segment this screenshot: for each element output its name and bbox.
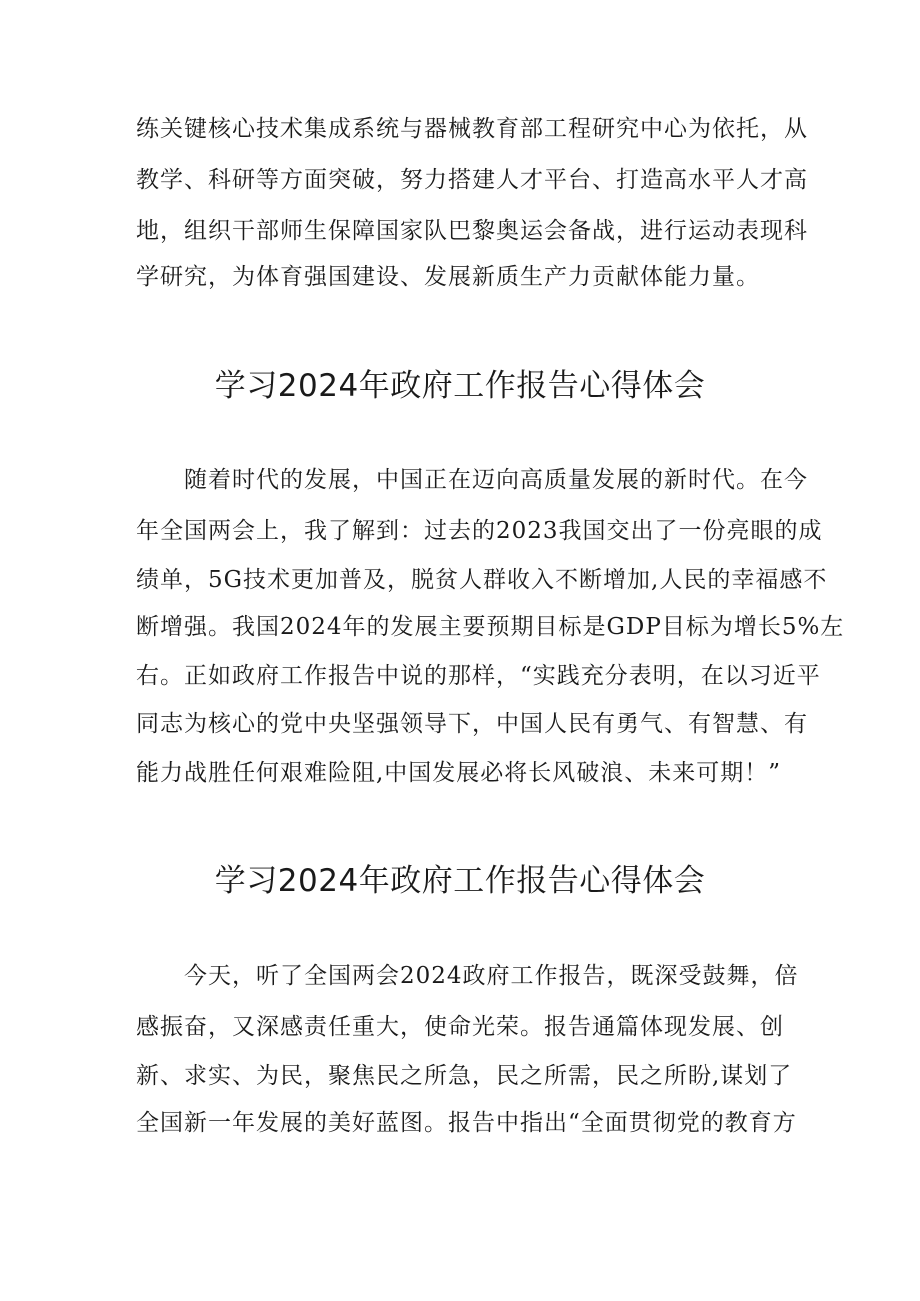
- article-title: 学习2024年政府工作报告心得体会: [214, 368, 706, 404]
- text-line: 新、求实、为民，聚焦民之所急，民之所需，民之所盼,谋划了: [136, 1063, 793, 1089]
- text-line: 年全国两会上，我了解到：过去的2023我国交出了一份亮眼的成: [136, 518, 823, 544]
- text-line: 学研究，为体育强国建设、发展新质生产力贡献体能力量。: [136, 264, 760, 290]
- text-line: 今天，听了全国两会2024政府工作报告，既深受鼓舞，倍: [184, 963, 799, 989]
- text-line: 绩单，5G技术更加普及，脱贫人群收入不断增加,人民的幸福感不: [136, 567, 828, 593]
- text-line: 能力战胜任何艰难险阻,中国发展必将长风破浪、未来可期！”: [136, 760, 782, 786]
- article-title: 学习2024年政府工作报告心得体会: [214, 863, 706, 899]
- text-line: 断增强。我国2024年的发展主要预期目标是GDP目标为增长5%左: [136, 614, 845, 640]
- text-line: 同志为核心的党中央坚强领导下，中国人民有勇气、有智慧、有: [136, 711, 808, 737]
- text-line: 地，组织干部师生保障国家队巴黎奥运会备战，进行运动表现科: [136, 218, 808, 244]
- text-line: 随着时代的发展，中国正在迈向高质量发展的新时代。在今: [184, 467, 808, 493]
- text-line: 感振奋，又深感责任重大，使命光荣。报告通篇体现发展、创: [136, 1014, 784, 1040]
- text-line: 全国新一年发展的美好蓝图。报告中指出“全面贯彻党的教育方: [136, 1110, 797, 1136]
- text-line: 右。正如政府工作报告中说的那样，“实践充分表明，在以习近平: [136, 663, 821, 689]
- text-line: 练关键核心技术集成系统与器械教育部工程研究中心为依托，从: [136, 116, 808, 142]
- text-line: 教学、科研等方面突破，努力搭建人才平台、打造高水平人才高: [136, 167, 808, 193]
